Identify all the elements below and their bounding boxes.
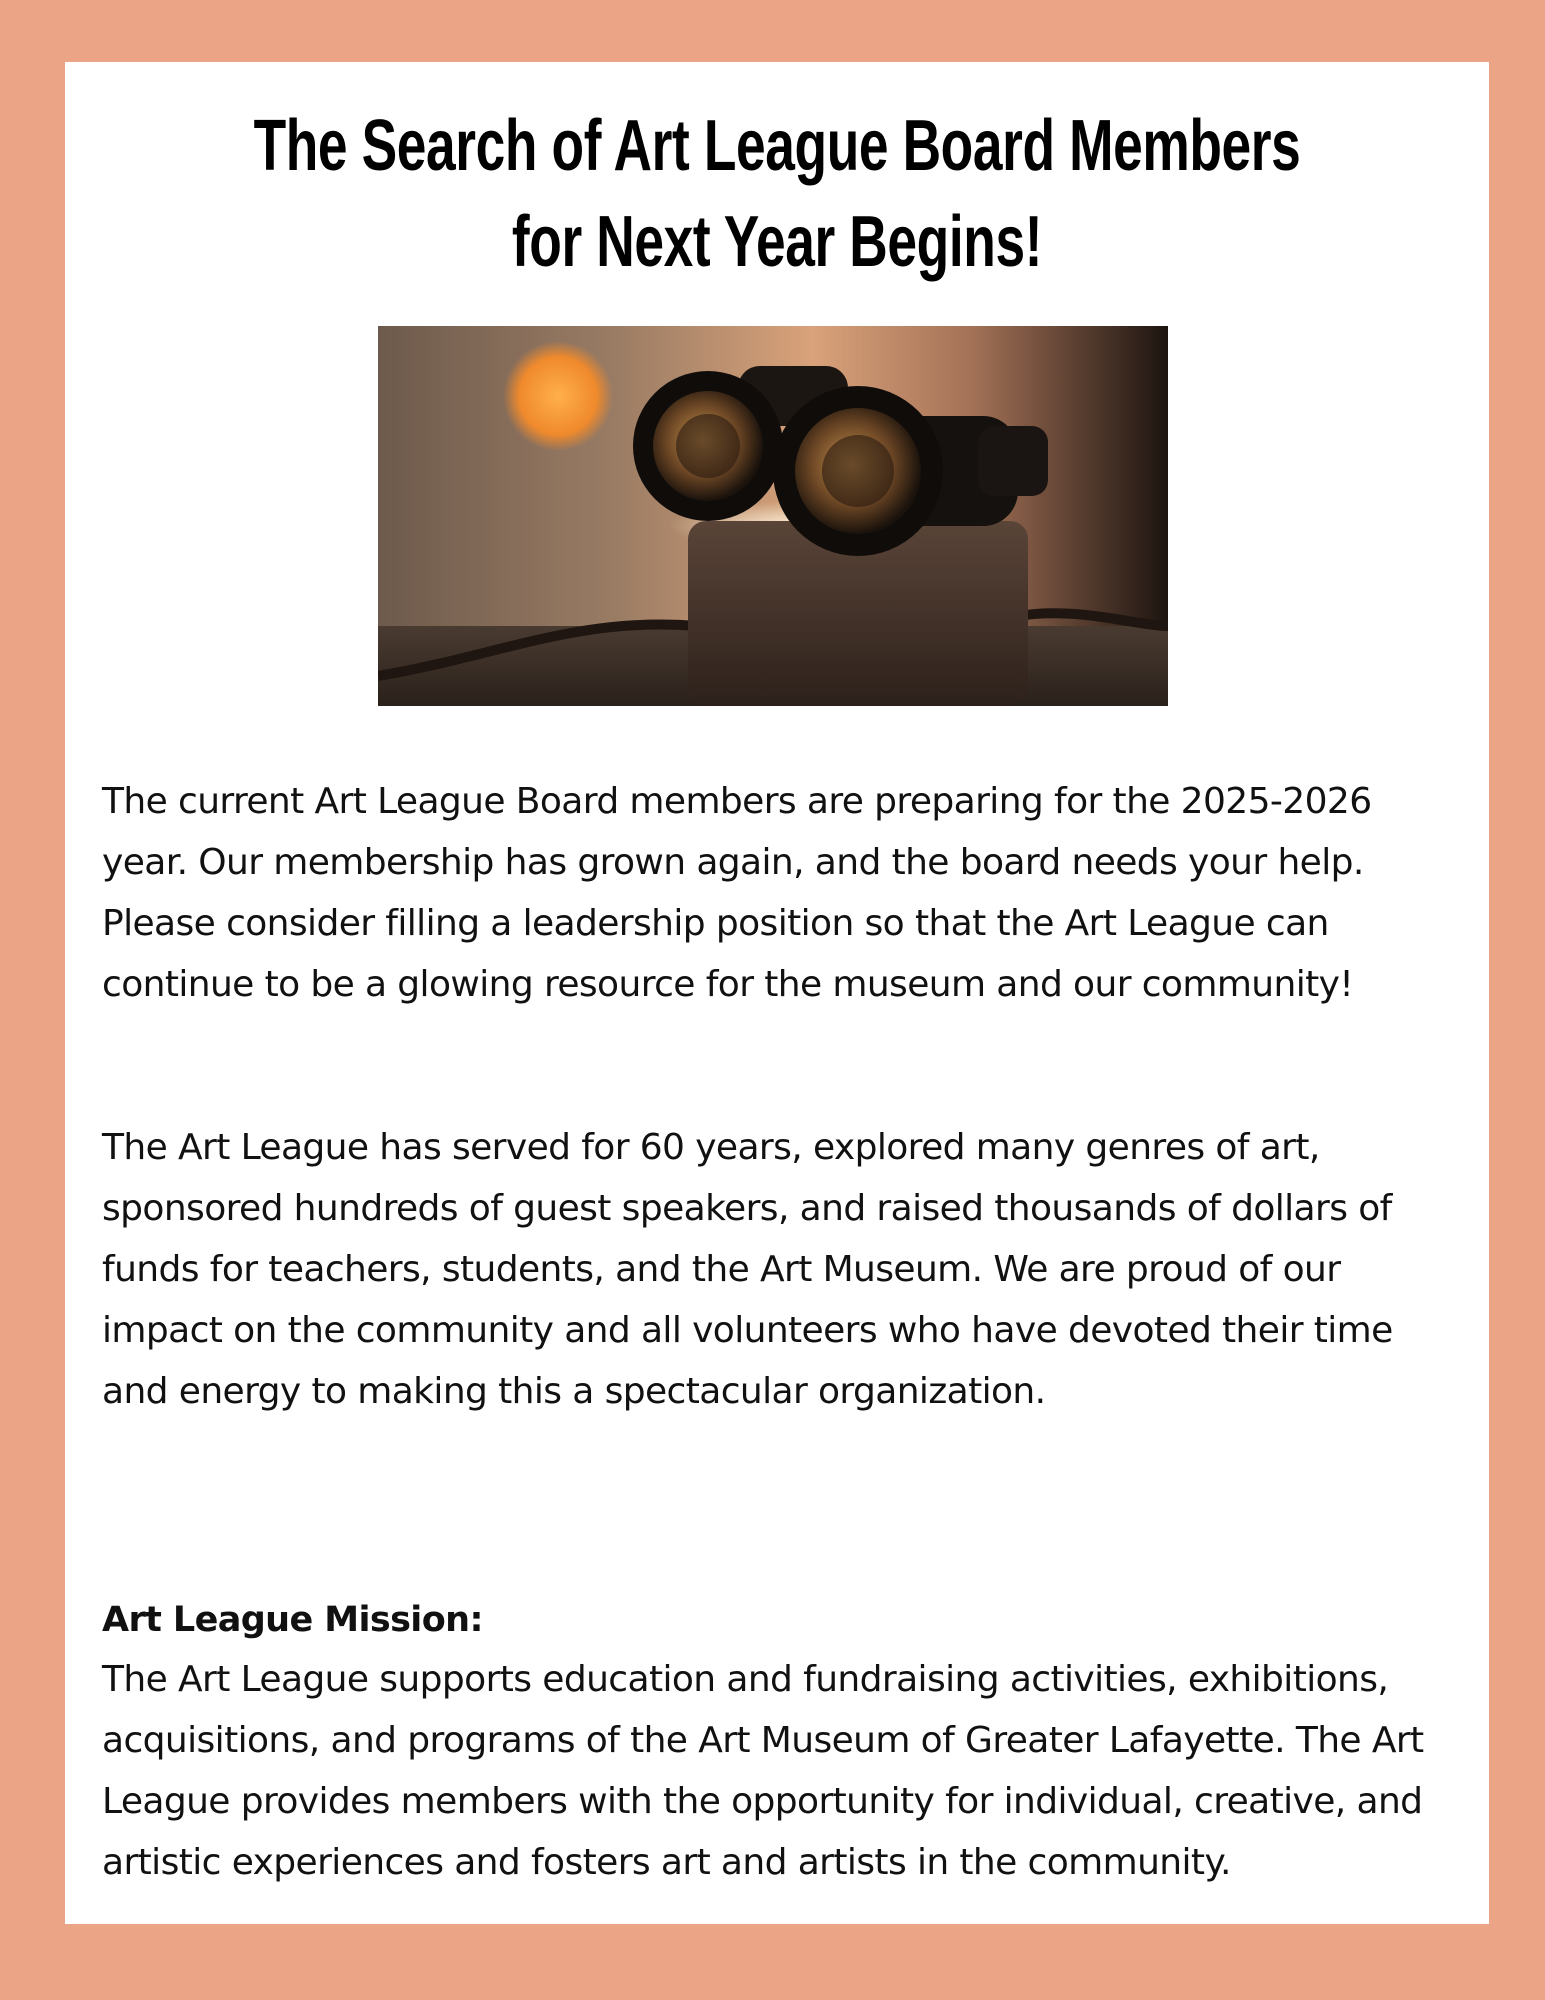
mission-paragraph: The Art League supports education and fundraising activities, exhibitions, acquisitions, and programs of the Art Museum of Greater Lafayette. The Art League provides members with the opportunity for individual, creative, and artistic experiences and fosters art and artists in the community. xyxy=(102,1659,1424,1883)
title-line-1: The Search of Art League Board Members xyxy=(253,106,1301,186)
flyer-page xyxy=(65,62,1489,1924)
history-paragraph: The Art League has served for 60 years, explored many genres of art, sponsored hundreds of guest speakers, and raised thousands of dollars of funds for teachers, students, and the Art Museum. We are proud of our impact on the community and all volunteers who have devoted their time and energy to making this a spectacular organization. xyxy=(102,1127,1393,1412)
page-title xyxy=(250,98,1304,290)
binoculars-photo xyxy=(378,326,1168,706)
title-line-2: for Next Year Begins! xyxy=(511,202,1043,282)
intro-paragraph: The current Art League Board members are preparing for the 2025-2026 year. Our membership has grown again, and the board needs your help. Please consider filling a leadership position so that the Art League can continue to be a glowing resource for the museum and our community! xyxy=(102,781,1372,1005)
mission-heading: Art League Mission: xyxy=(102,1600,483,1640)
